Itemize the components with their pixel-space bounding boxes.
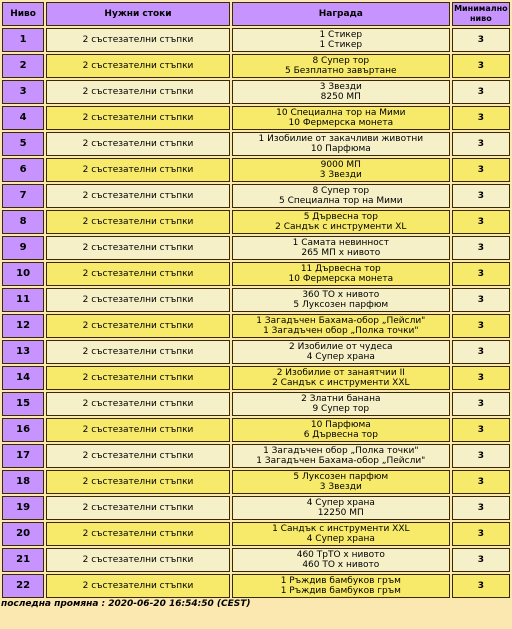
reward-line: 1 Стикер	[319, 30, 363, 40]
header-goods: Нужни стоки	[46, 2, 230, 26]
level-cell: 14	[2, 366, 44, 390]
reward-cell	[232, 470, 450, 494]
reward-line: 5 Дървесна тор	[303, 212, 378, 222]
goods-cell: 2 състезателни стъпки	[46, 444, 230, 468]
level-cell: 3	[2, 80, 44, 104]
goods-cell: 2 състезателни стъпки	[46, 158, 230, 182]
table-row	[2, 158, 510, 182]
reward-line: 3 Звезди	[319, 82, 362, 92]
level-cell: 21	[2, 548, 44, 572]
min-level-cell: 3	[452, 158, 510, 182]
level-cell: 10	[2, 262, 44, 286]
level-cell: 1	[2, 28, 44, 52]
reward-line: 5 Луксозен парфюм	[293, 300, 389, 310]
level-cell: 7	[2, 184, 44, 208]
reward-cell	[232, 132, 450, 156]
min-level-cell: 3	[452, 80, 510, 104]
reward-line: 5 Безплатно завъртане	[285, 66, 397, 76]
level-cell: 18	[2, 470, 44, 494]
table-row	[2, 314, 510, 338]
goods-cell: 2 състезателни стъпки	[46, 392, 230, 416]
reward-line: 10 Фермерска монета	[288, 274, 394, 284]
min-level-cell: 3	[452, 574, 510, 598]
level-cell: 2	[2, 54, 44, 78]
header-min-level-line-1: Минимално	[454, 4, 508, 13]
reward-line: 8 Супер тор	[312, 186, 370, 196]
reward-line: 8250 МП	[320, 92, 361, 102]
reward-cell	[232, 106, 450, 130]
reward-line: 10 Парфюма	[310, 420, 371, 430]
min-level-cell: 3	[452, 288, 510, 312]
goods-cell: 2 състезателни стъпки	[46, 574, 230, 598]
table-row	[2, 548, 510, 572]
reward-line: 360 ТО x нивото	[302, 290, 380, 300]
reward-cell	[232, 418, 450, 442]
reward-cell	[232, 158, 450, 182]
header-reward: Награда	[232, 2, 450, 26]
reward-line: 10 Фермерска монета	[288, 118, 394, 128]
goods-cell: 2 състезателни стъпки	[46, 314, 230, 338]
level-cell: 4	[2, 106, 44, 130]
reward-cell	[232, 184, 450, 208]
level-cell: 6	[2, 158, 44, 182]
min-level-cell: 3	[452, 184, 510, 208]
min-level-cell: 3	[452, 522, 510, 546]
reward-line: 1 Изобилие от закачливи животни	[258, 134, 424, 144]
goods-cell: 2 състезателни стъпки	[46, 28, 230, 52]
reward-line: 1 Загадъчен Бахама-обор „Пейсли"	[256, 316, 426, 326]
reward-line: 10 Парфюма	[310, 144, 371, 154]
header-level: Ниво	[2, 2, 44, 26]
reward-line: 3 Звезди	[319, 482, 362, 492]
level-cell: 15	[2, 392, 44, 416]
header-min-level-line-2: ниво	[470, 14, 492, 23]
reward-line: 1 Загадъчен обор „Полка точки"	[263, 326, 419, 336]
reward-cell	[232, 262, 450, 286]
min-level-cell: 3	[452, 444, 510, 468]
level-cell: 12	[2, 314, 44, 338]
goods-cell: 2 състезателни стъпки	[46, 548, 230, 572]
table-row	[2, 80, 510, 104]
reward-cell	[232, 80, 450, 104]
reward-line: 10 Специална тор на Мими	[276, 108, 406, 118]
min-level-cell: 3	[452, 392, 510, 416]
goods-cell: 2 състезателни стъпки	[46, 470, 230, 494]
reward-cell	[232, 28, 450, 52]
table-row	[2, 418, 510, 442]
reward-cell	[232, 444, 450, 468]
table-row	[2, 470, 510, 494]
reward-cell	[232, 574, 450, 598]
goods-cell: 2 състезателни стъпки	[46, 262, 230, 286]
goods-cell: 2 състезателни стъпки	[46, 496, 230, 520]
level-cell: 16	[2, 418, 44, 442]
table-row	[2, 444, 510, 468]
reward-line: 460 ТрТО x нивото	[296, 550, 385, 560]
reward-line: 9 Супер тор	[312, 404, 370, 414]
reward-line: 265 МП x нивото	[301, 248, 381, 258]
table-row	[2, 522, 510, 546]
min-level-cell: 3	[452, 418, 510, 442]
reward-line: 1 Ръждив бамбуков гръм	[280, 586, 401, 596]
reward-line: 5 Луксозен парфюм	[293, 472, 389, 482]
table-row	[2, 574, 510, 598]
goods-cell: 2 състезателни стъпки	[46, 106, 230, 130]
reward-line: 3 Звезди	[319, 170, 362, 180]
min-level-cell: 3	[452, 314, 510, 338]
reward-cell	[232, 54, 450, 78]
reward-line: 8 Супер тор	[312, 56, 370, 66]
level-cell: 17	[2, 444, 44, 468]
table-row	[2, 236, 510, 260]
reward-cell	[232, 288, 450, 312]
reward-line: 4 Супер храна	[306, 534, 375, 544]
min-level-cell: 3	[452, 28, 510, 52]
reward-cell	[232, 236, 450, 260]
table-row	[2, 132, 510, 156]
reward-line: 2 Златни банана	[301, 394, 381, 404]
goods-cell: 2 състезателни стъпки	[46, 522, 230, 546]
reward-line: 1 Самата невинност	[292, 238, 389, 248]
reward-cell	[232, 522, 450, 546]
table-row	[2, 262, 510, 286]
reward-line: 11 Дървесна тор	[300, 264, 381, 274]
reward-cell	[232, 210, 450, 234]
level-cell: 20	[2, 522, 44, 546]
goods-cell: 2 състезателни стъпки	[46, 236, 230, 260]
goods-cell: 2 състезателни стъпки	[46, 132, 230, 156]
reward-cell	[232, 496, 450, 520]
last-modified: последна промяна : 2020-06-20 16:54:50 (CEST)	[1, 599, 251, 609]
reward-line: 4 Супер храна	[306, 498, 375, 508]
reward-cell	[232, 548, 450, 572]
reward-line: 1 Сандък с инструменти XXL	[272, 524, 410, 534]
goods-cell: 2 състезателни стъпки	[46, 340, 230, 364]
min-level-cell: 3	[452, 366, 510, 390]
level-cell: 5	[2, 132, 44, 156]
reward-line: 4 Супер храна	[306, 352, 375, 362]
level-cell: 13	[2, 340, 44, 364]
table-row	[2, 496, 510, 520]
table-body	[2, 28, 510, 598]
reward-line: 9000 МП	[320, 160, 361, 170]
reward-line: 1 Стикер	[319, 40, 363, 50]
reward-line: 1 Загадъчен обор „Полка точки"	[263, 446, 419, 456]
table-row	[2, 28, 510, 52]
level-cell: 9	[2, 236, 44, 260]
table-header-row	[2, 2, 510, 26]
goods-cell: 2 състезателни стъпки	[46, 54, 230, 78]
level-cell: 22	[2, 574, 44, 598]
goods-cell: 2 състезателни стъпки	[46, 288, 230, 312]
reward-cell	[232, 340, 450, 364]
reward-line: 12250 МП	[317, 508, 364, 518]
reward-line: 6 Дървесна тор	[303, 430, 378, 440]
level-cell: 19	[2, 496, 44, 520]
min-level-cell: 3	[452, 132, 510, 156]
table-row	[2, 288, 510, 312]
goods-cell: 2 състезателни стъпки	[46, 418, 230, 442]
goods-cell: 2 състезателни стъпки	[46, 210, 230, 234]
reward-line: 2 Изобилие от чудеса	[289, 342, 393, 352]
min-level-cell: 3	[452, 470, 510, 494]
reward-line: 5 Специална тор на Мими	[278, 196, 403, 206]
goods-cell: 2 състезателни стъпки	[46, 184, 230, 208]
min-level-cell: 3	[452, 496, 510, 520]
reward-cell	[232, 392, 450, 416]
table-row	[2, 366, 510, 390]
min-level-cell: 3	[452, 262, 510, 286]
reward-cell	[232, 366, 450, 390]
min-level-cell: 3	[452, 54, 510, 78]
reward-line: 2 Сандък с инструменти XL	[275, 222, 407, 232]
table-row	[2, 54, 510, 78]
min-level-cell: 3	[452, 210, 510, 234]
reward-line: 2 Сандък с инструменти XXL	[272, 378, 410, 388]
header-min-level	[452, 2, 510, 26]
reward-cell	[232, 314, 450, 338]
level-cell: 11	[2, 288, 44, 312]
reward-line: 460 ТО x нивото	[302, 560, 380, 570]
reward-line: 2 Изобилие от занаятчии II	[276, 368, 405, 378]
goods-cell: 2 състезателни стъпки	[46, 80, 230, 104]
min-level-cell: 3	[452, 236, 510, 260]
reward-line: 1 Ръждив бамбуков гръм	[280, 576, 401, 586]
table-row	[2, 210, 510, 234]
goods-cell: 2 състезателни стъпки	[46, 366, 230, 390]
reward-line: 1 Загадъчен Бахама-обор „Пейсли"	[256, 456, 426, 466]
table-row	[2, 392, 510, 416]
level-cell: 8	[2, 210, 44, 234]
min-level-cell: 3	[452, 548, 510, 572]
table-row	[2, 340, 510, 364]
table-row	[2, 184, 510, 208]
min-level-cell: 3	[452, 340, 510, 364]
min-level-cell: 3	[452, 106, 510, 130]
table-row	[2, 106, 510, 130]
